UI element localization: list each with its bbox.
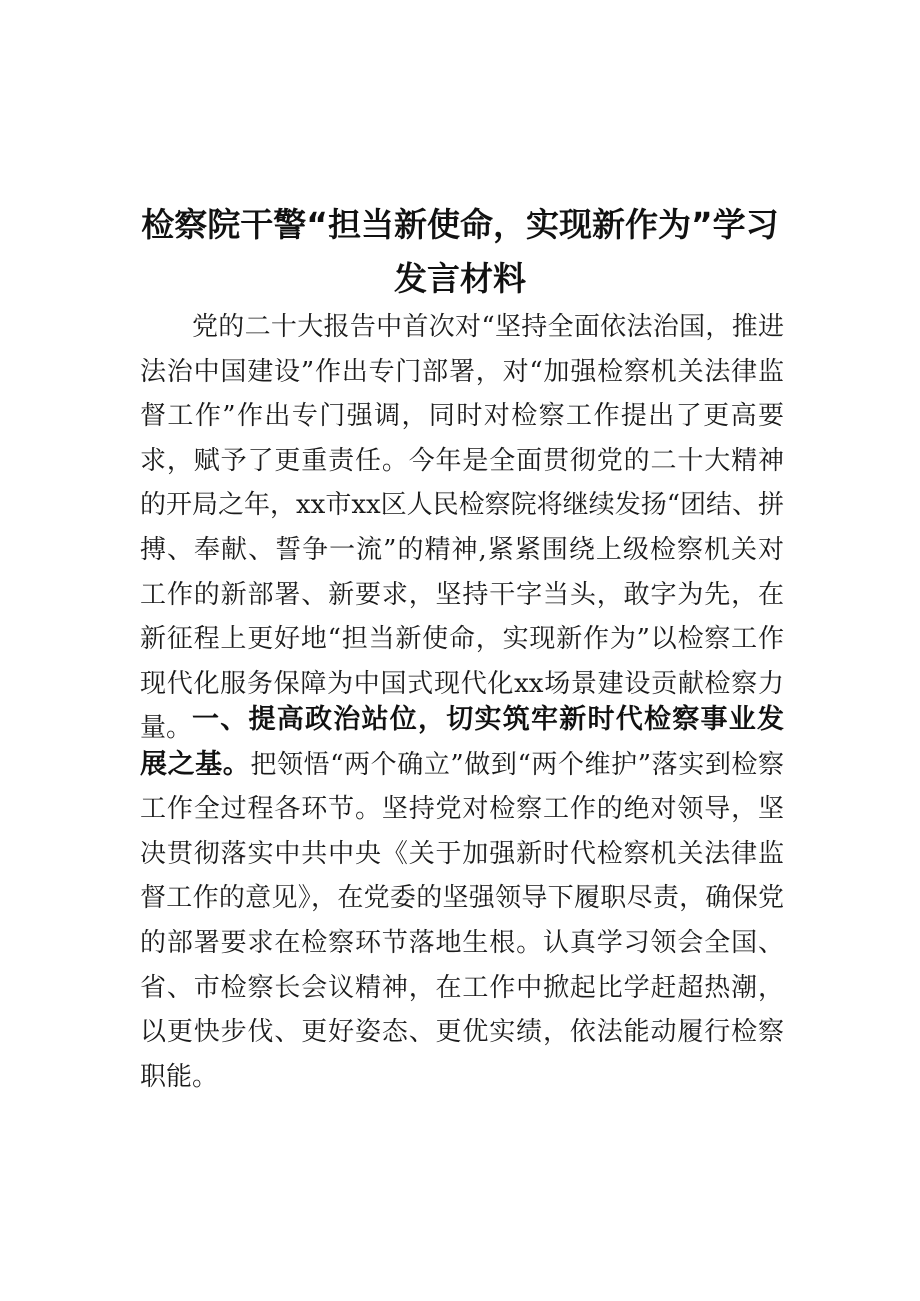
section-1-body: 把领悟“两个确立”做到“两个维护”落实到检察工作全过程各环节。坚持党对检察工作的绝对领导，坚决贯彻落实中共中央《关于加强新时代检察机关法律监督工作的意见》，在党委的坚强领导下履职尽责，确保党的部署要求在检察环节落地生根。认真学习领会全国、省、市检察长会议精神，在工作中掀起比学赶超热潮，以更快步伐、更好姿态、更优实绩，依法能动履行检察职能。 xyxy=(140,749,784,1092)
section-1-paragraph xyxy=(140,698,784,1099)
section-1-heading: 一、提高政治站位，切实筑牢新时代检察事业发展之基。 xyxy=(140,704,784,780)
document-title: 检察院干警“担当新使命，实现新作为”学习发言材料 xyxy=(141,205,779,298)
intro-paragraph: 党的二十大报告中首次对“坚持全面依法治国，推进法治中国建设”作出专门部署，对“加强检察机关法律监督工作”作出专门强调，同时对检察工作提出了更高要求，赋予了更重责任。今年是全面贯彻党的二十大精神的开局之年，xx市xx区人民检察院将继续发扬“团结、拼搏、奉献、誓争一流”的精神,紧紧围绕上级检察机关对工作的新部署、新要求，坚持干字当头，敢字为先，在新征程上更好地“担当新使命，实现新作为”以检察工作现代化服务保障为中国式现代化xx场景建设贡献检察力量。 xyxy=(140,312,784,744)
